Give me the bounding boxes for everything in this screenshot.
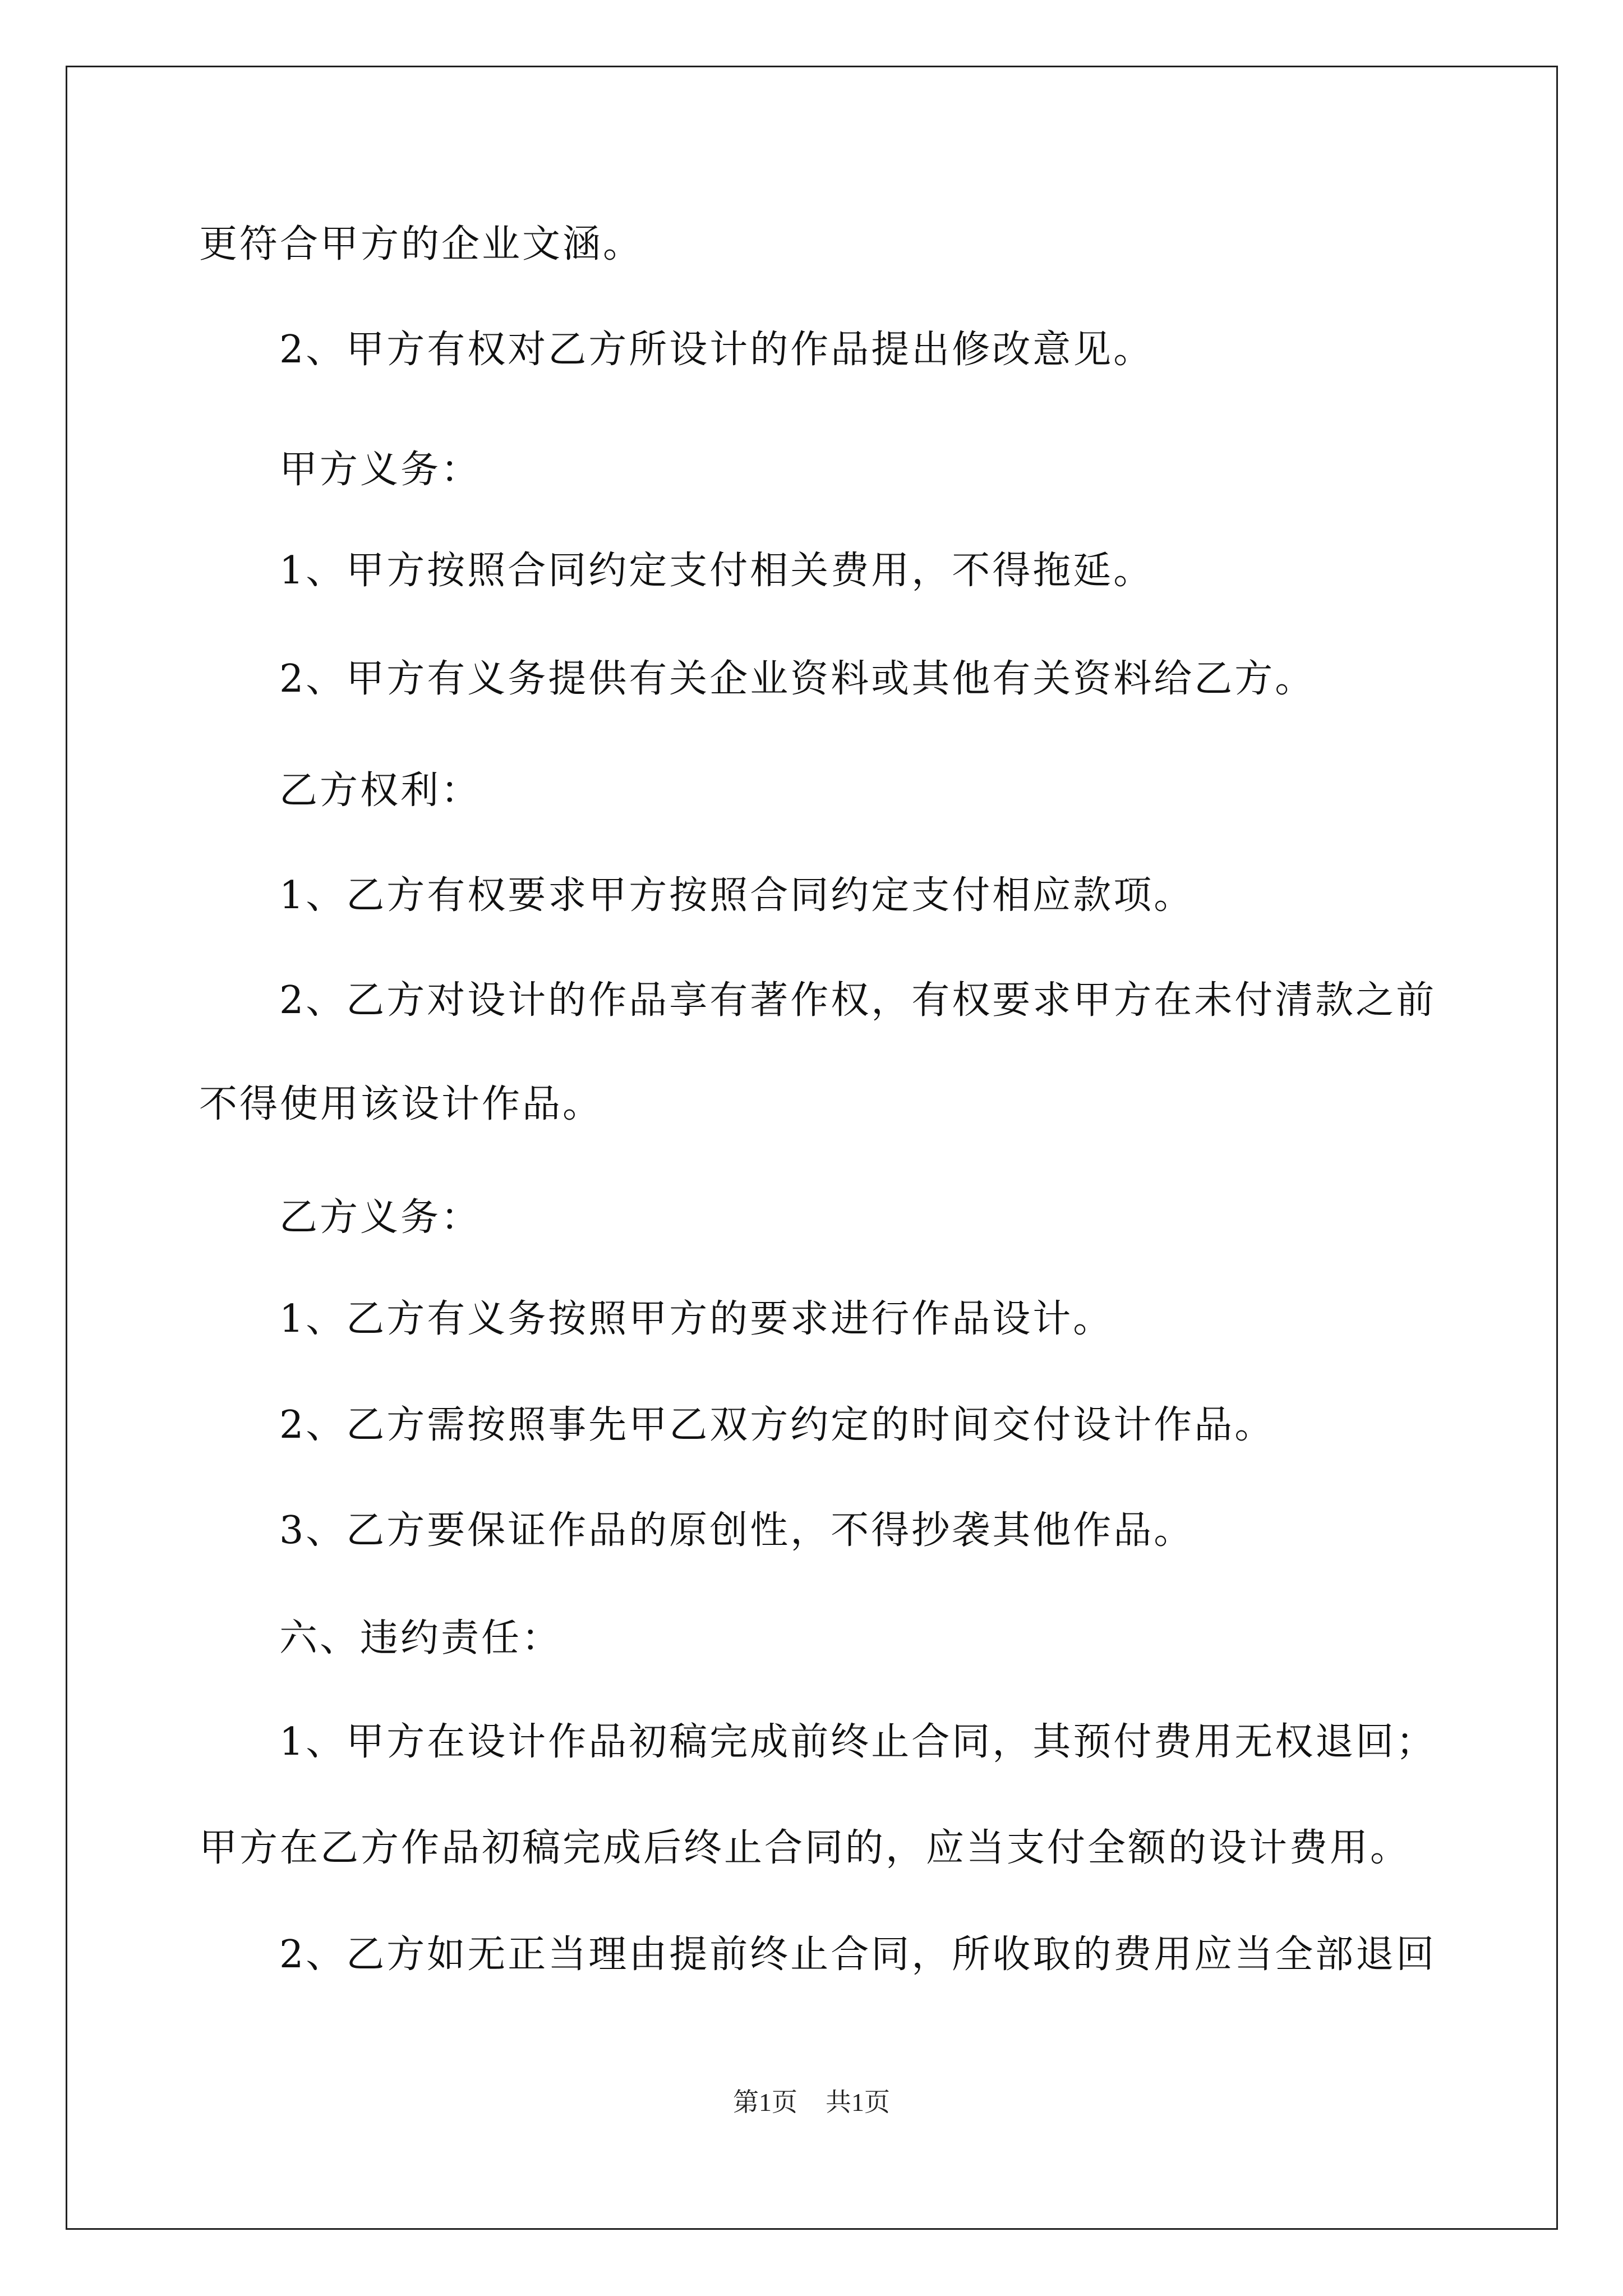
page-number-current: 第1页 [733, 2088, 797, 2116]
section-heading: 甲方义务： [279, 448, 482, 492]
page-footer [0, 2086, 1623, 2119]
text-line: 1、乙方有义务按照甲方的要求进行作品设计。 [279, 1297, 1114, 1341]
page-number-total: 共1页 [826, 2088, 890, 2116]
text-line: 甲方在乙方作品初稿完成后终止合同的，应当支付全额的设计费用。 [199, 1826, 1411, 1870]
section-heading: 乙方义务： [279, 1195, 482, 1240]
text-line: 1、甲方在设计作品初稿完成前终止合同，其预付费用无权退回； [279, 1720, 1437, 1764]
text-line: 1、甲方按照合同约定支付相关费用，不得拖延。 [279, 549, 1154, 593]
text-line: 不得使用该设计作品。 [199, 1082, 603, 1126]
section-heading: 乙方权利： [279, 769, 482, 813]
text-line: 2、甲方有义务提供有关企业资料或其他有关资料给乙方。 [279, 657, 1316, 701]
text-line: 2、乙方对设计的作品享有著作权，有权要求甲方在未付清款之前 [279, 978, 1437, 1023]
text-line: 3、乙方要保证作品的原创性，不得抄袭其他作品。 [279, 1508, 1195, 1553]
page-frame [66, 66, 1558, 2230]
text-line: 2、乙方如无正当理由提前终止合同，所收取的费用应当全部退回 [279, 1932, 1437, 1977]
section-heading: 六、违约责任： [279, 1616, 562, 1660]
text-line: 1、乙方有权要求甲方按照合同约定支付相应款项。 [279, 873, 1195, 918]
text-line: 更符合甲方的企业文涵。 [199, 222, 644, 266]
text-line: 2、乙方需按照事先甲乙双方约定的时间交付设计作品。 [279, 1403, 1275, 1447]
text-line: 2、甲方有权对乙方所设计的作品提出修改意见。 [279, 328, 1154, 372]
